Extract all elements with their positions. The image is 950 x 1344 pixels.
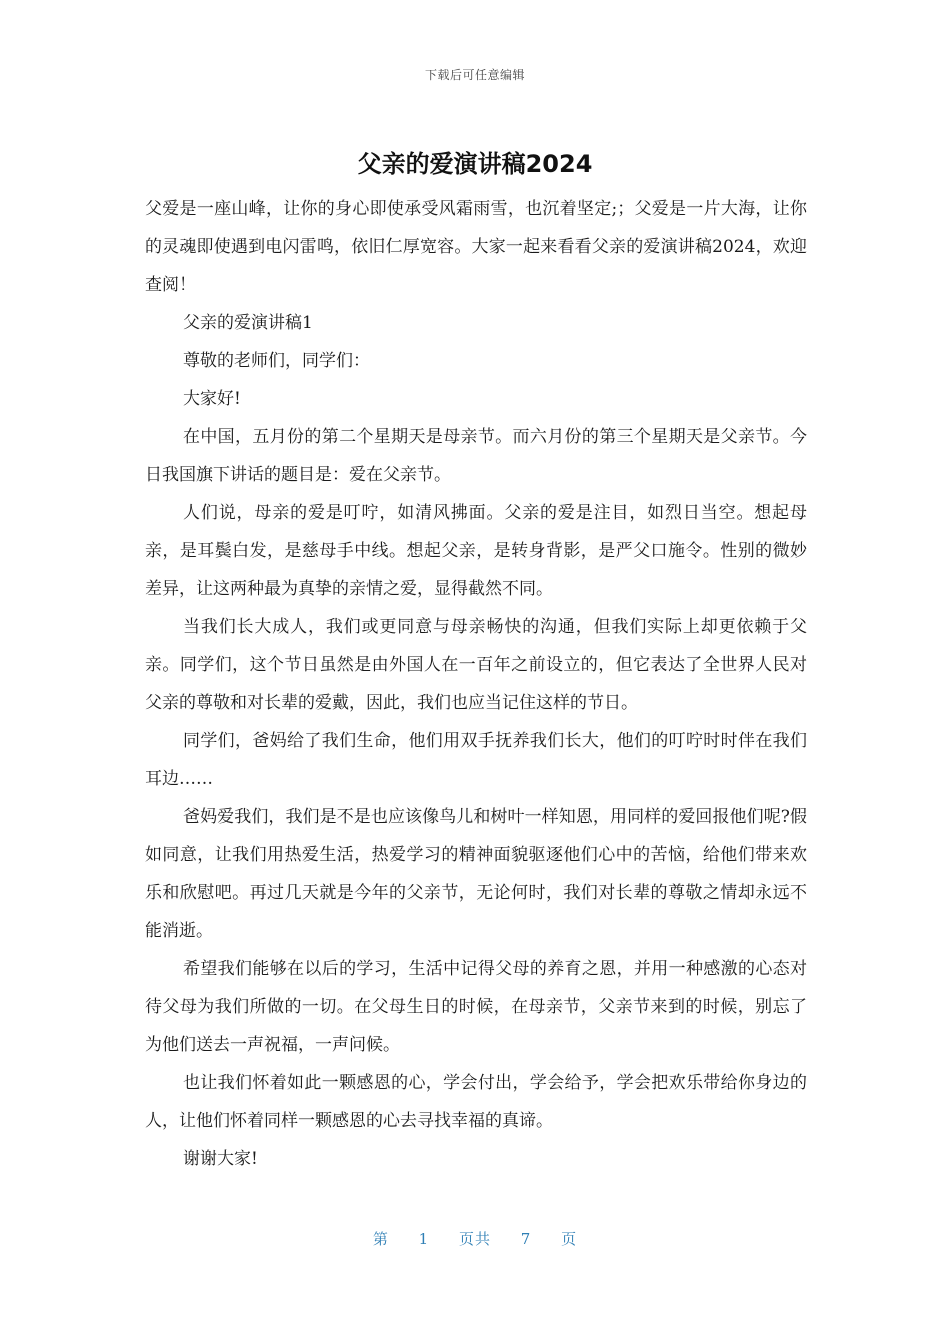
document-title: 父亲的爱演讲稿2024 xyxy=(357,150,593,178)
body-paragraph: 当我们长大成人，我们或更同意与母亲畅快的沟通，但我们实际上却更依赖于父亲。同学们，这个节日虽然是由外国人在一百年之前设立的，但它表达了全世界人民对父亲的尊敬和对长辈的爱戴，因此，我们也应当记住这样的节日。 xyxy=(145,617,807,713)
download-note: 下载后可任意编辑 xyxy=(424,68,525,82)
body-paragraph: 在中国，五月份的第二个星期天是母亲节。而六月份的第三个星期天是父亲节。今日我国旗下讲话的题目是：爱在父亲节。 xyxy=(145,427,807,485)
body-paragraph: 人们说，母亲的爱是叮咛，如清风拂面。父亲的爱是注目，如烈日当空。想起母亲，是耳鬓白发，是慈母手中线。想起父亲，是转身背影，是严父口施令。性别的微妙差异，让这两种最为真挚的亲情之爱，显得截然不同。 xyxy=(145,503,807,599)
body-paragraph: 爸妈爱我们，我们是不是也应该像鸟儿和树叶一样知恩，用同样的爱回报他们呢?假如同意，让我们用热爱生活，热爱学习的精神面貌驱逐他们心中的苦恼，给他们带来欢乐和欣慰吧。再过几天就是今年的父亲节，无论何时，我们对长辈的尊敬之情却永远不能消逝。 xyxy=(145,807,807,941)
current-page-number: 1 xyxy=(418,1230,430,1248)
body-paragraph: 希望我们能够在以后的学习，生活中记得父母的养育之恩，并用一种感激的心态对待父母为我们所做的一切。在父母生日的时候，在母亲节，父亲节来到的时候，别忘了为他们送去一声祝福，一声问候。 xyxy=(145,959,807,1055)
section-heading: 父亲的爱演讲稿1 xyxy=(183,313,313,333)
page-indicator xyxy=(0,1228,950,1249)
intro-paragraph: 父爱是一座山峰，让你的身心即使承受风霜雨雪，也沉着坚定;；父爱是一片大海，让你的灵魂即使遇到电闪雷鸣，依旧仁厚宽容。大家一起来看看父亲的爱演讲稿2024，欢迎查阅！ xyxy=(145,199,807,295)
closing: 谢谢大家! xyxy=(183,1149,258,1169)
total-pages-number: 7 xyxy=(520,1230,532,1248)
salutation: 尊敬的老师们，同学们： xyxy=(183,351,370,371)
greeting: 大家好! xyxy=(183,389,241,409)
page-prefix: 第 xyxy=(372,1230,389,1248)
document-body xyxy=(145,190,807,1178)
body-paragraph: 也让我们怀着如此一颗感恩的心，学会付出，学会给予，学会把欢乐带给你身边的人，让他们怀着同样一颗感恩的心去寻找幸福的真谛。 xyxy=(145,1073,807,1131)
body-paragraph: 同学们，爸妈给了我们生命，他们用双手抚养我们长大，他们的叮咛时时伴在我们耳边…… xyxy=(145,731,807,789)
page-middle: 页共 xyxy=(458,1230,491,1248)
page-suffix: 页 xyxy=(561,1230,578,1248)
